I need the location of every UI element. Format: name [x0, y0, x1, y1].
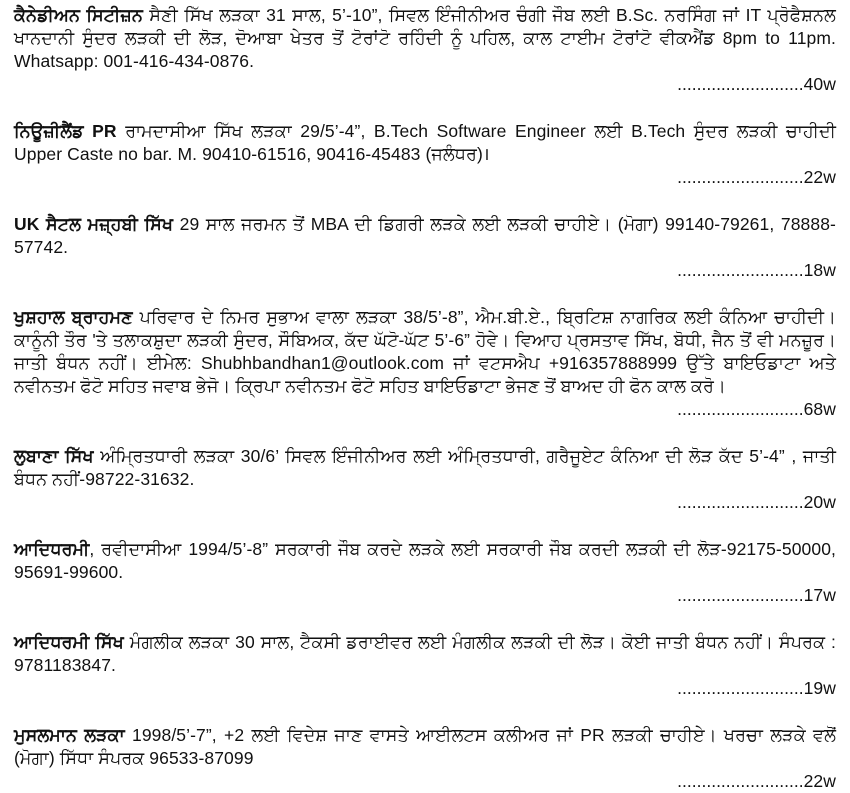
ad-heading: ਲੁਬਾਣਾ ਸਿੱਖ — [14, 446, 94, 466]
ad-word-count: 17w — [803, 585, 836, 605]
ad-text: ਰਾਮਦਾਸੀਆ ਸਿੱਖ ਲੜਕਾ 29/5’-4”, B.Tech Software Engineer ਲਈ B.Tech ਸੁੰਦਰ ਲੜਕੀ ਚਾਹੀਦੀ Upper Caste no bar. M. 90410-61516, 90416-45483 (ਜਲੰਧਰ)। — [14, 121, 836, 164]
ad-code-line — [14, 770, 836, 793]
ad-heading: ਮੁਸਲਮਾਨ ਲੜਕਾ — [14, 725, 125, 745]
ad-code-line — [14, 584, 836, 607]
ad-word-count: 18w — [803, 260, 836, 280]
ad-word-count: 20w — [803, 492, 836, 512]
ad-text: ਪਰਿਵਾਰ ਦੇ ਨਿਮਰ ਸੁਭਾਅ ਵਾਲਾ ਲੜਕਾ 38/5’-8”, ਐਮ.ਬੀ.ਏ., ਬ੍ਰਿਟਿਸ਼ ਨਾਗਰਿਕ ਲਈ ਕੰਨਿਆ ਚਾਹੀਦੀ। ਕਾਨੂੰਨੀ ਤੌਰ 'ਤੇ ਤਲਾਕਸ਼ੁਦਾ ਲੜਕੀ ਸੁੰਦਰ, ਸੌਬਿਅਕ, ਕੱਦ ਘੱਟੋ-ਘੱਟ 5’-6” ਹੋਵੇ। ਵਿਆਹ ਪ੍ਰਸਤਾਵ ਸਿੱਖ, ਬੋਧੀ, ਜੈਨ ਤੋਂ ਵੀ ਮਨਜ਼ੂਰ। ਜਾਤੀ ਬੰਧਨ ਨਹੀਂ। ਈਮੇਲ: Shubhbandhan1@outlook.com ਜਾਂ ਵਟਸਐਪ +916357888999 ਉੱਤੇ ਬਾਇਓਡਾਟਾ ਅਤੇ ਨਵੀਨਤਮ ਫੋਟੋ ਸਹਿਤ ਜਵਾਬ ਭੇਜੋ। ਕ੍ਰਿਪਾ ਨਵੀਨਤਮ ਫੋਟੋ ਸਹਿਤ ਬਾਇਓਡਾਟਾ ਭੇਜਣ ਤੋਂ ਬਾਅਦ ਹੀ ਫੋਨ ਕਾਲ ਕਰੋ। — [14, 307, 836, 396]
dot-leader: .......................... — [677, 260, 804, 280]
matrimonial-ad — [14, 445, 836, 514]
ad-heading: ਖੁਸ਼ਹਾਲ ਬ੍ਰਾਹਮਣ — [14, 307, 133, 327]
ad-code-line — [14, 73, 836, 96]
matrimonial-ad — [14, 120, 836, 189]
ad-text: ਸੈਣੀ ਸਿੱਖ ਲੜਕਾ 31 ਸਾਲ, 5’-10”, ਸਿਵਲ ਇੰਜੀਨੀਅਰ ਚੰਗੀ ਜੌਬ ਲਈ B.Sc. ਨਰਸਿੰਗ ਜਾਂ IT ਪ੍ਰੋਫੈਸ਼ਨਲ ਖਾਨਦਾਨੀ ਸੁੰਦਰ ਲੜਕੀ ਦੀ ਲੋੜ, ਦੋਆਬਾ ਖੇਤਰ ਤੋਂ ਟੋਰਾਂਟੋ ਰਹਿੰਦੀ ਨੂੰ ਪਹਿਲ, ਕਾਲ ਟਾਈਮ ਟੋਰਾਂਟੋ ਵੀਕਐਂਡ 8pm to 11pm. Whatsapp: 001-416-434-0876. — [14, 5, 836, 71]
matrimonial-ad — [14, 306, 836, 421]
dot-leader: .......................... — [677, 74, 804, 94]
ad-code-line — [14, 166, 836, 189]
ad-heading: ਆਦਿਧਰਮੀ ਸਿੱਖ — [14, 632, 124, 652]
ad-heading: ਕੈਨੇਡੀਅਨ ਸਿਟੀਜ਼ਨ — [14, 5, 143, 25]
ad-heading: ਨਿਊਜ਼ੀਲੈਂਡ PR — [14, 121, 117, 141]
ad-text: , ਰਵੀਦਾਸੀਆ 1994/5’-8” ਸਰਕਾਰੀ ਜੌਬ ਕਰਦੇ ਲੜਕੇ ਲਈ ਸਰਕਾਰੀ ਜੌਬ ਕਰਦੀ ਲੜਕੀ ਦੀ ਲੋੜ-92175-50000, 95691-99600. — [14, 539, 836, 582]
ad-text: ਅੰਮ੍ਰਿਤਧਾਰੀ ਲੜਕਾ 30/6’ ਸਿਵਲ ਇੰਜੀਨੀਅਰ ਲਈ ਅੰਮ੍ਰਿਤਧਾਰੀ, ਗਰੈਜੂਏਟ ਕੰਨਿਆ ਦੀ ਲੋੜ ਕੱਦ 5’-4” , ਜਾਤੀ ਬੰਧਨ ਨਹੀਂ-98722-31632. — [14, 446, 836, 489]
dot-leader: .......................... — [677, 678, 804, 698]
dot-leader: .......................... — [677, 492, 804, 512]
matrimonial-ad — [14, 631, 836, 700]
matrimonial-ad — [14, 538, 836, 607]
matrimonial-ad — [14, 213, 836, 282]
ad-word-count: 22w — [803, 771, 836, 791]
ad-heading: ਆਦਿਧਰਮੀ — [14, 539, 90, 559]
ad-code-line — [14, 491, 836, 514]
matrimonial-ad — [14, 4, 836, 96]
matrimonial-ad — [14, 724, 836, 793]
dot-leader: .......................... — [677, 771, 804, 791]
ad-code-line — [14, 259, 836, 282]
ad-word-count: 22w — [803, 167, 836, 187]
ad-word-count: 19w — [803, 678, 836, 698]
dot-leader: .......................... — [677, 167, 804, 187]
ad-code-line — [14, 677, 836, 700]
ad-code-line — [14, 398, 836, 421]
dot-leader: .......................... — [677, 399, 804, 419]
ad-heading: UK ਸੈਟਲ ਮਜ਼੍ਹਬੀ ਸਿੱਖ — [14, 214, 174, 234]
ad-word-count: 40w — [803, 74, 836, 94]
dot-leader: .......................... — [677, 585, 804, 605]
ad-text: ਮੰਗਲੀਕ ਲੜਕਾ 30 ਸਾਲ, ਟੈਕਸੀ ਡਰਾਈਵਰ ਲਈ ਮੰਗਲੀਕ ਲੜਕੀ ਦੀ ਲੋੜ। ਕੋਈ ਜਾਤੀ ਬੰਧਨ ਨਹੀਂ। ਸੰਪਰਕ : 9781183847. — [14, 632, 836, 675]
ad-text: 1998/5’-7”, +2 ਲਈ ਵਿਦੇਸ਼ ਜਾਣ ਵਾਸਤੇ ਆਈਲਟਸ ਕਲੀਅਰ ਜਾਂ PR ਲੜਕੀ ਚਾਹੀਏ। ਖਰਚਾ ਲੜਕੇ ਵਲੋਂ (ਮੋਗਾ) ਸਿੱਧਾ ਸੰਪਰਕ 96533-87099 — [14, 725, 836, 768]
ad-word-count: 68w — [803, 399, 836, 419]
ad-text: 29 ਸਾਲ ਜਰਮਨ ਤੋਂ MBA ਦੀ ਡਿਗਰੀ ਲੜਕੇ ਲਈ ਲੜਕੀ ਚਾਹੀਏ। (ਮੋਗਾ) 99140-79261, 78888-57742. — [14, 214, 836, 257]
